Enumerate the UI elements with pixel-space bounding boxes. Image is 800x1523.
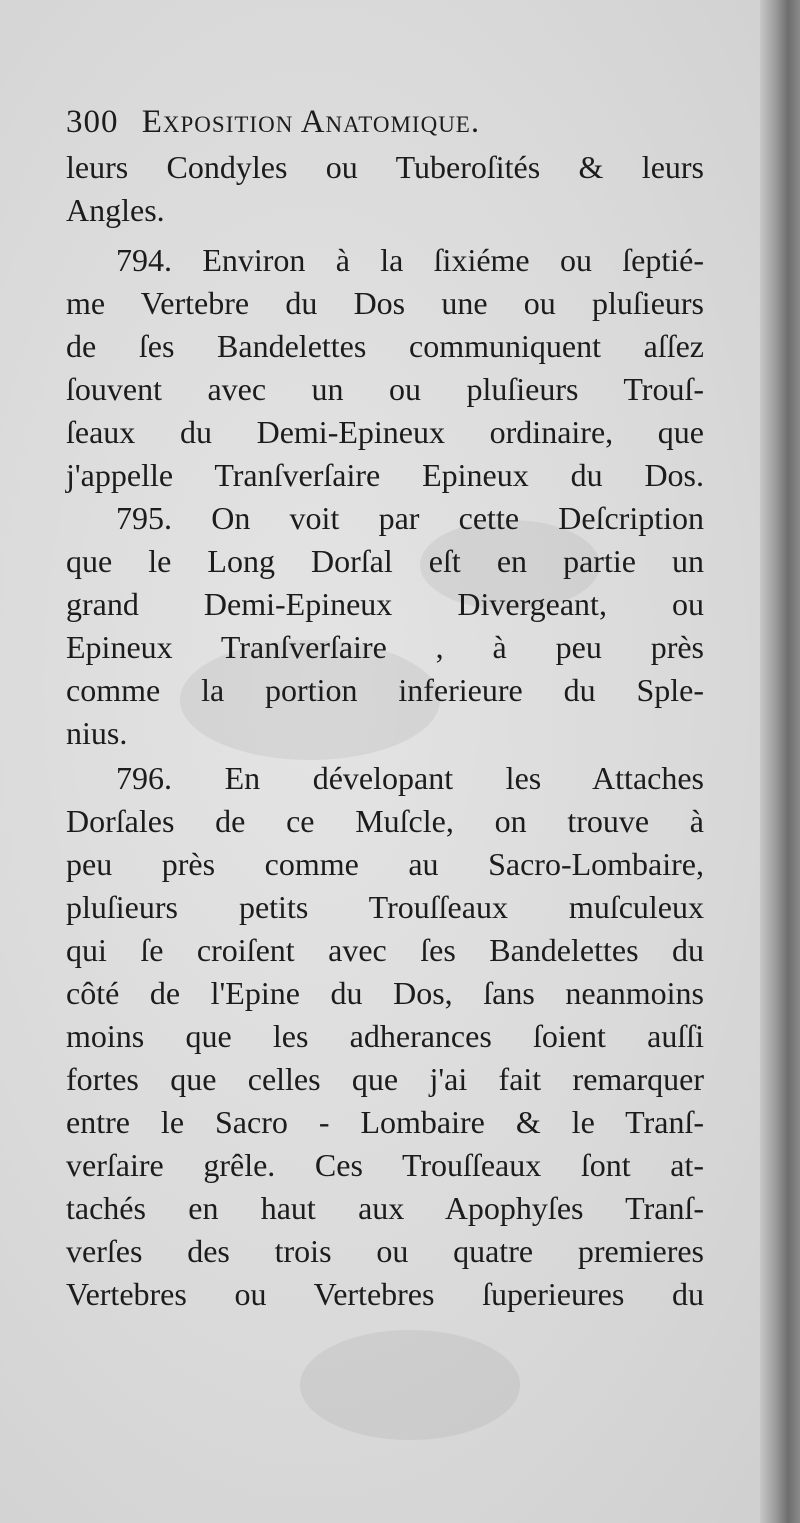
text-line: moins que les adherances ſoient auſſi <box>66 1018 704 1054</box>
text-line: nius. <box>66 715 128 751</box>
text-line: verſes des trois ou quatre premieres <box>66 1233 704 1269</box>
text-line: de ſes Bandelettes communiquent aſſez <box>66 328 704 364</box>
text-line: Dorſales de ce Muſcle, on trouve à <box>66 803 704 839</box>
text-line: 795. On voit par cette Deſcription <box>116 500 704 536</box>
book-gutter <box>760 0 800 1523</box>
text-line: ſouvent avec un ou pluſieurs Trouſ- <box>66 371 704 407</box>
page-number: 300 <box>66 104 119 140</box>
text-line: 796. En dévelopant les Attaches <box>116 760 704 796</box>
text-line: que le Long Dorſal eſt en partie un <box>66 543 704 579</box>
running-title: Exposition Anatomique. <box>141 104 481 140</box>
text-line: Vertebres ou Vertebres ſuperieures du <box>66 1276 704 1312</box>
text-line: côté de l'Epine du Dos, ſans neanmoins <box>66 975 704 1011</box>
text-line: 794. Environ à la ſixiéme ou ſeptié- <box>116 242 704 278</box>
paper-stain <box>300 1330 520 1440</box>
text-line: me Vertebre du Dos une ou pluſieurs <box>66 285 704 321</box>
text-line: Epineux Tranſverſaire , à peu près <box>66 629 704 665</box>
text-line: Angles. <box>66 192 165 228</box>
text-line: leurs Condyles ou Tuberoſités & leurs <box>66 149 704 185</box>
text-line: peu près comme au Sacro-Lombaire, <box>66 846 704 882</box>
text-line: entre le Sacro - Lombaire & le Tranſ- <box>66 1104 704 1140</box>
text-line: j'appelle Tranſverſaire Epineux du Dos. <box>66 457 704 493</box>
running-head <box>66 104 726 148</box>
text-line: tachés en haut aux Apophyſes Tranſ- <box>66 1190 704 1226</box>
text-line: qui ſe croiſent avec ſes Bandelettes du <box>66 932 704 968</box>
text-line: verſaire grêle. Ces Trouſſeaux ſont at- <box>66 1147 704 1183</box>
text-line: ſeaux du Demi-Epineux ordinaire, que <box>66 414 704 450</box>
text-line: comme la portion inferieure du Sple- <box>66 672 704 708</box>
text-line: grand Demi-Epineux Divergeant, ou <box>66 586 704 622</box>
text-line: pluſieurs petits Trouſſeaux muſculeux <box>66 889 704 925</box>
text-line: fortes que celles que j'ai fait remarquer <box>66 1061 704 1097</box>
